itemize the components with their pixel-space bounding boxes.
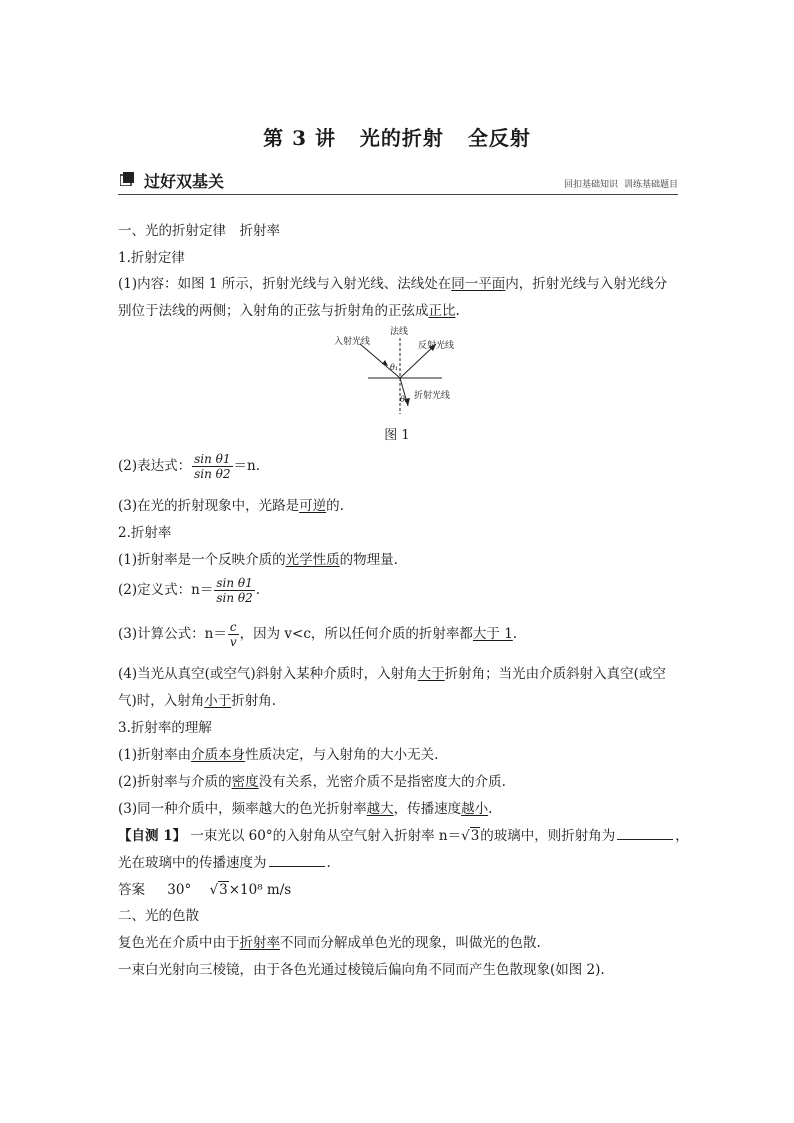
figure-1-caption: 图 1: [384, 428, 410, 443]
band-subtitle: 回扣基础知识 训练基础题目: [563, 180, 678, 190]
subheading-understanding: 3.折射率的理解: [118, 720, 212, 736]
bookmark-icon: [120, 172, 134, 186]
normal-label: 法线: [390, 327, 409, 337]
formula-expression: (2)表达式： $\frac{\text{sin θ1}}{\text{sin θ2}}$ ＝n.: [118, 452, 261, 481]
incident-label: 入射光线: [334, 337, 371, 347]
self-test-question: 【自测 1】 一束光以 60°的入射角从空气射入折射率 n＝√3的玻璃中，则折射角为 ，: [118, 828, 689, 844]
paragraph-prism: 一束白光射向三棱镜，由于各色光通过棱镜后偏向角不同而产生色散现象(如图 2).: [118, 962, 605, 978]
page-title: [0, 122, 794, 151]
self-test-label: 【自测 1】: [118, 828, 187, 844]
subheading-index: 2.折射率: [118, 525, 172, 541]
answer-blank-2[interactable]: [269, 854, 325, 867]
paragraph-reversible: (3)在光的折射现象中，光路是可逆的.: [118, 498, 344, 514]
self-test-question-cont: 光在玻璃中的传播速度为 .: [118, 855, 331, 871]
formula-calculation: (3)计算公式：n＝ $\frac{c}{v}$ ，因为 v<c，所以任何介质的折射率都大于 1.: [118, 620, 518, 649]
fraction: $\frac{c}{v}$: [229, 620, 237, 649]
paragraph-incidence-cont: 气)时，入射角小于折射角.: [118, 693, 277, 709]
paragraph-understanding-2: (2)折射率与介质的密度没有关系，光密介质不是指密度大的介质.: [118, 774, 506, 790]
section-heading-2: 二、光的色散: [118, 908, 199, 924]
fraction: $\frac{\text{sin θ1}}{\text{sin θ2}}$: [194, 452, 231, 481]
fraction: $\frac{\text{sin θ1}}{\text{sin θ2}}$: [216, 576, 253, 605]
paragraph-understanding-1: (1)折射率由介质本身性质决定，与入射角的大小无关.: [118, 747, 439, 763]
subheading-refraction-law: 1.折射定律: [118, 250, 185, 266]
paragraph-dispersion: 复色光在介质中由于折射率不同而分解成单色光的现象，叫做光的色散.: [118, 935, 541, 951]
self-test-answer: 答案 30° √3×10⁸ m/s: [118, 882, 292, 898]
theta2-label: θ₂: [400, 395, 409, 404]
paragraph-content: (1)内容：如图 1 所示，折射光线与入射光线、法线处在同一平面内，折射光线与入射光线分: [118, 276, 668, 292]
refraction-diagram: [330, 326, 470, 422]
lecture-number: 第 3 讲: [263, 126, 336, 150]
paragraph-incidence: (4)当光从真空(或空气)斜射入某种介质时，入射角大于折射角；当光由介质斜射入真空(或空: [118, 666, 666, 682]
paragraph-content-cont: 别位于法线的两侧；入射角的正弦与折射角的正弦成正比.: [118, 303, 460, 319]
theta1-label: θ₁: [390, 363, 399, 372]
reflected-label: 反射光线: [418, 341, 455, 351]
paragraph-understanding-3: (3)同一种介质中，频率越大的色光折射率越大，传播速度越小.: [118, 801, 493, 817]
section-band: [118, 168, 678, 195]
band-title: 过好双基关: [144, 172, 225, 191]
answer-blank-1[interactable]: [617, 827, 673, 840]
lecture-topic-1: 光的折射: [359, 126, 444, 150]
refracted-label: 折射光线: [414, 391, 451, 401]
paragraph-index-def: (1)折射率是一个反映介质的光学性质的物理量.: [118, 552, 398, 568]
section-heading-1: 一、光的折射定律 折射率: [118, 223, 280, 239]
formula-definition: (2)定义式：n＝ $\frac{\text{sin θ1}}{\text{sin θ2}}$ .: [118, 576, 261, 605]
lecture-topic-2: 全反射: [467, 126, 531, 150]
